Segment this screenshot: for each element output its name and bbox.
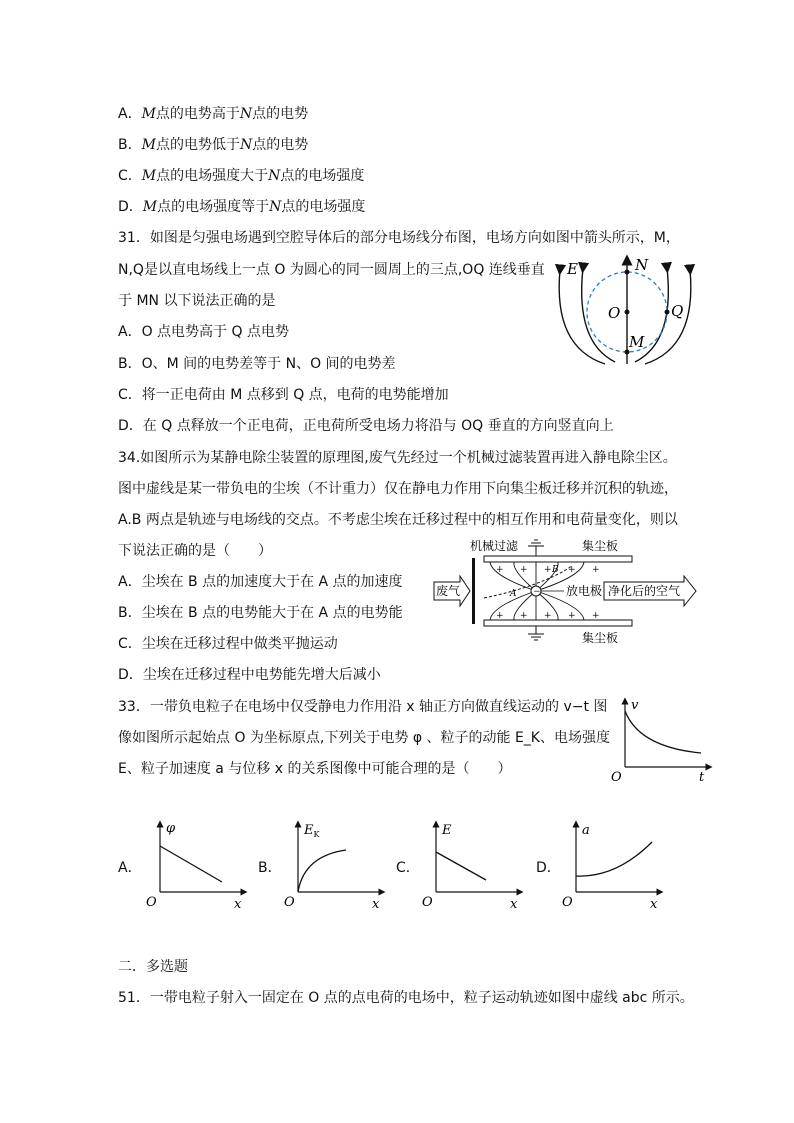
- graph-a: [140, 820, 250, 912]
- q33-stem-line2: 像如图所示起始点 O 为坐标原点,下列关于电势 φ 、粒子的动能 E_K、电场强度: [118, 730, 610, 746]
- svg-text:+: +: [544, 565, 552, 575]
- q31-option-a: A．O 点电势高于 Q 点电势: [118, 324, 289, 340]
- label-n: N: [635, 256, 649, 274]
- section-title: 二．多选题: [118, 959, 188, 975]
- graph-b: [278, 820, 388, 912]
- graph-d-letter: D．: [536, 860, 561, 876]
- label-electrode: 放电极: [566, 584, 603, 598]
- graph-d: [556, 820, 666, 912]
- vt-curve: [625, 711, 701, 753]
- q33-stem-line3: E、粒子加速度 a 与位移 x 的关系图像中可能合理的是（ ）: [118, 761, 512, 777]
- point-n: [625, 270, 630, 275]
- label-e: E: [567, 260, 578, 278]
- prev-option-d: D．M点的电场强度等于N点的电场强度: [118, 199, 366, 215]
- svg-text:−: −: [533, 587, 541, 597]
- graph-a-origin: O: [146, 895, 157, 910]
- label-plate-bottom: 集尘板: [582, 631, 619, 645]
- q34-option-d: D．尘埃在迁移过程中电势能先增大后减小: [118, 667, 381, 683]
- graph-b-x-label: x: [372, 897, 380, 912]
- label-q: Q: [671, 302, 684, 320]
- label-waste: 废气: [436, 584, 461, 598]
- svg-text:+: +: [496, 565, 504, 575]
- graph-c: [416, 820, 526, 912]
- graph-a-x-label: x: [234, 897, 242, 912]
- label-a: A: [510, 589, 517, 599]
- graph-d-origin: O: [562, 895, 573, 910]
- graph-a-letter: A．: [118, 860, 142, 876]
- graph-b-letter: B．: [258, 860, 282, 876]
- q34-option-c: C．尘埃在迁移过程中做类平抛运动: [118, 636, 338, 652]
- vt-origin-label: O: [611, 770, 622, 785]
- label-plate-top: 集尘板: [582, 539, 619, 553]
- q34-stem-line3: A.B 两点是轨迹与电场线的交点。不考虑尘埃在迁移过程中的相互作用和电荷量变化，则以: [118, 512, 678, 528]
- graph-d-x-label: x: [650, 897, 658, 912]
- q31-option-d: D．在 Q 点释放一个正电荷，正电荷所受电场力将沿与 OQ 垂直的方向竖直向上: [118, 418, 614, 434]
- q34-stem-line4: 下说法正确的是（ ）: [118, 543, 272, 559]
- graph-b-origin: O: [284, 895, 295, 910]
- graph-a-y-label: φ: [166, 821, 176, 836]
- svg-text:+: +: [592, 565, 600, 575]
- q31-field-figure: [545, 252, 705, 370]
- graph-d-curve: [576, 842, 652, 876]
- graph-c-origin: O: [422, 895, 433, 910]
- q34-option-b: B．尘埃在 B 点的电势能大于在 A 点的电势能: [118, 605, 403, 621]
- q34-stem-line2: 图中虚线是某一带负电的尘埃（不计重力）仅在静电力作用下向集尘板迁移并沉积的轨迹，: [118, 481, 678, 497]
- svg-text:+: +: [520, 565, 528, 575]
- q34-precipitator-figure: [432, 536, 698, 648]
- graph-b-y-label: $E_K$: [304, 823, 320, 839]
- graph-c-y-label: E: [442, 823, 452, 838]
- label-o: O: [608, 304, 621, 322]
- ground-symbol-bottom: [528, 626, 544, 640]
- label-b: B: [552, 565, 559, 575]
- svg-text:+: +: [496, 611, 504, 621]
- q33-vt-graph: [605, 697, 715, 783]
- vt-x-label: t: [699, 770, 705, 785]
- svg-text:+: +: [520, 611, 528, 621]
- graph-c-x-label: x: [510, 897, 518, 912]
- q31-stem-line2: N,Q是以直电场线上一点 O 为圆心的同一圆周上的三点,OQ 连线垂直: [118, 262, 545, 278]
- label-clean-air: 净化后的空气: [608, 584, 681, 598]
- vt-y-label: v: [631, 698, 639, 713]
- q33-stem-line1: 33．一带负电粒子在电场中仅受静电力作用沿 x 轴正方向做直线运动的 v−t 图: [118, 699, 608, 715]
- q31-stem-line1: 31．如图是匀强电场遇到空腔导体后的部分电场线分布图，电场方向如图中箭头所示，M，: [118, 230, 680, 246]
- svg-text:+: +: [544, 611, 552, 621]
- filter-bar: [472, 558, 475, 624]
- label-filter: 机械过滤: [470, 539, 519, 553]
- graph-d-y-label: a: [582, 823, 590, 838]
- prev-option-a: A．M点的电势高于N点的电势: [118, 106, 309, 122]
- svg-text:+: +: [592, 611, 600, 621]
- collector-plate-bottom: [484, 620, 632, 626]
- q51-stem-line1: 51．一带电粒子射入一固定在 O 点的点电荷的电场中，粒子运动轨迹如图中虚线 abc 所示。: [118, 990, 694, 1006]
- graph-a-curve: [160, 846, 222, 882]
- q31-stem-line3: 于 MN 以下说法正确的是: [118, 293, 276, 309]
- graph-b-curve: [298, 850, 346, 892]
- ground-symbol-top: [528, 540, 544, 556]
- graph-c-letter: C．: [396, 860, 420, 876]
- prev-option-b: B．M点的电势低于N点的电势: [118, 137, 309, 153]
- prev-option-c: C．M点的电场强度大于N点的电场强度: [118, 168, 365, 184]
- collector-plate-top: [484, 556, 632, 562]
- graph-c-curve: [436, 852, 486, 880]
- q34-stem-line1: 34.如图所示为某静电除尘装置的原理图,废气先经过一个机械过滤装置再进入静电除尘区。: [118, 450, 677, 466]
- q34-option-a: A．尘埃在 B 点的加速度大于在 A 点的加速度: [118, 574, 403, 590]
- q31-option-c: C．将一正电荷由 M 点移到 Q 点，电荷的电势能增加: [118, 387, 449, 403]
- point-q: [665, 310, 670, 315]
- svg-text:+: +: [568, 611, 576, 621]
- label-m: M: [629, 333, 645, 351]
- q31-option-b: B．O、M 间的电势差等于 N、O 间的电势差: [118, 356, 396, 372]
- svg-text:+: +: [568, 565, 576, 575]
- point-o: [625, 310, 630, 315]
